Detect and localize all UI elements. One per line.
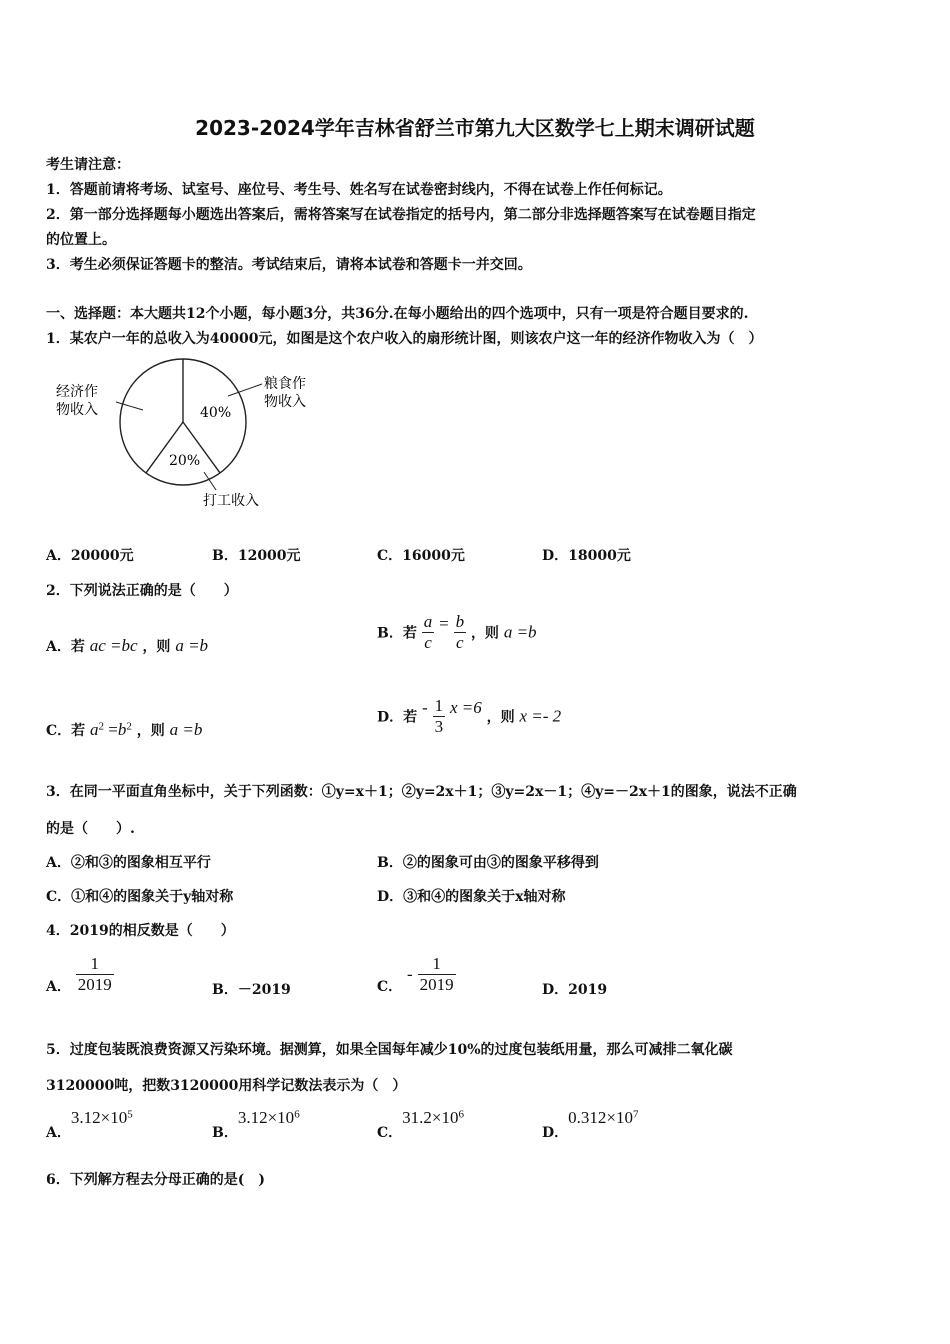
q2-a-expr2: a =b xyxy=(175,636,209,655)
q2-b-frac1-num: a xyxy=(423,612,433,631)
q2-c-prefix: C．若 xyxy=(46,723,86,739)
pie-chart xyxy=(40,350,340,520)
q4-option-a xyxy=(46,954,114,1004)
q2-a-mid: ，则 xyxy=(142,639,171,655)
q2-option-b xyxy=(377,612,537,662)
q2-c-mid: ，则 xyxy=(136,723,165,739)
q2-option-c xyxy=(46,720,202,740)
q2-d-prefix: D．若 xyxy=(377,709,418,726)
pie-label-grain-line2: 物收入 xyxy=(264,394,306,410)
question-4-stem: 4．2019的相反数是（ ） xyxy=(46,923,235,939)
q5-c-label: C． xyxy=(377,1125,403,1141)
q4-c-den: 2019 xyxy=(419,975,454,994)
q2-c-b: b xyxy=(117,720,127,739)
q2-d-frac xyxy=(433,696,446,737)
notice-item: 3．考生必须保证答题卡的整洁。考试结束后，请将本试卷和答题卡一并交回。 xyxy=(46,257,532,273)
notice-item: 1．答题前请将考场、试室号、座位号、考生号、姓名写在试卷密封线内，不得在试卷上作任何标记。 xyxy=(46,182,672,198)
question-5-stem-line1: 5．过度包装既浪费资源又污染环境。据测算，如果全国每年减少10%的过度包装纸用量，那么可减排二氧化碳 xyxy=(46,1042,733,1058)
page-title: 2023-2024学年吉林省舒兰市第九大区数学七上期末调研试题 xyxy=(195,116,755,140)
q5-a-base: 3.12×10 xyxy=(70,1108,128,1127)
q4-a-frac xyxy=(76,954,114,995)
q2-d-rest: x =6 xyxy=(449,697,482,717)
q5-d-label: D． xyxy=(542,1125,569,1141)
pie-label-economic-line1: 经济作 xyxy=(56,384,98,400)
section-heading: 一、选择题：本大题共12个小题，每小题3分，共36分.在每小题给出的四个选项中，只有一项是符合题目要求的. xyxy=(46,306,749,322)
q2-c-exp1: 2 xyxy=(98,720,105,733)
q1-option-d: D．18000元 xyxy=(542,548,631,564)
q5-option-d xyxy=(542,1108,639,1141)
q3-option-a: A．②和③的图象相互平行 xyxy=(46,855,211,871)
q2-d-expr2: x =- 2 xyxy=(519,706,562,726)
q2-b-frac1-den: c xyxy=(422,632,435,653)
q3-option-c: C．①和④的图象关于y轴对称 xyxy=(46,889,234,905)
pie-leader-grain xyxy=(228,384,262,396)
q2-option-a xyxy=(46,636,208,656)
q4-c-num: 1 xyxy=(432,954,441,973)
pie-value-work: 20% xyxy=(169,453,201,469)
q4-a-den: 2019 xyxy=(77,975,112,994)
q4-c-minus: - xyxy=(407,964,413,984)
q2-d-minus: - xyxy=(422,697,428,717)
q4-option-b: B．－2019 xyxy=(212,982,291,998)
q2-c-eq: = xyxy=(104,720,118,739)
pie-label-economic-line2: 物收入 xyxy=(56,402,98,418)
q4-c-frac xyxy=(418,954,456,995)
pie-leader-economic xyxy=(116,402,143,410)
pie-label-work: 打工收入 xyxy=(203,493,259,509)
q2-d-frac-den: 3 xyxy=(434,717,444,736)
q4-a-num: 1 xyxy=(90,954,99,973)
q2-c-a: a xyxy=(90,720,99,739)
q5-a-exp: 5 xyxy=(127,1108,133,1121)
pie-label-grain-line1: 粮食作 xyxy=(264,376,306,392)
question-3-stem-line1: 3．在同一平面直角坐标中，关于下列函数：①y=x＋1；②y=2x＋1；③y=2x－1；④y=－2x＋1的图象，说法不正确 xyxy=(46,784,797,800)
question-2-stem: 2．下列说法正确的是（ ） xyxy=(46,583,238,599)
q5-b-base: 3.12×10 xyxy=(237,1108,295,1127)
q5-b-exp: 6 xyxy=(294,1108,300,1121)
q1-option-c: C．16000元 xyxy=(377,548,465,564)
q2-b-frac2-num: b xyxy=(455,612,465,631)
q5-option-a xyxy=(46,1108,133,1141)
q2-a-expr1: ac =bc xyxy=(89,636,138,655)
q2-c-expr2: a =b xyxy=(169,720,203,739)
q5-c-exp: 6 xyxy=(458,1108,464,1121)
question-6-stem: 6．下列解方程去分母正确的是( ) xyxy=(46,1172,265,1188)
q5-c-base: 31.2×10 xyxy=(402,1108,459,1127)
q1-option-a: A．20000元 xyxy=(46,548,134,564)
q5-option-b xyxy=(212,1108,300,1141)
q2-c-exp2: 2 xyxy=(126,720,132,733)
q4-option-c xyxy=(377,954,456,1004)
q2-b-frac1 xyxy=(422,612,435,653)
q2-b-frac2 xyxy=(454,612,467,653)
q3-option-d: D．③和④的图象关于x轴对称 xyxy=(377,889,566,905)
q2-b-frac2-den: c xyxy=(454,632,467,653)
q2-b-prefix: B．若 xyxy=(377,625,417,642)
pie-value-grain: 40% xyxy=(200,405,232,421)
q2-option-d xyxy=(377,696,561,746)
q2-b-expr2: a =b xyxy=(503,622,537,642)
q2-b-mid: ，则 xyxy=(470,625,499,642)
q4-c-label: C． xyxy=(377,978,403,995)
q2-d-frac-num: 1 xyxy=(434,696,444,715)
notice-item: 2．第一部分选择题每小题选出答案后，需将答案写在试卷指定的括号内，第二部分非选择题答案写在试卷题目指定 xyxy=(46,207,756,223)
q2-b-eq: = xyxy=(439,613,449,633)
question-3-stem-line2: 的是（ ）. xyxy=(46,821,135,837)
notice-heading: 考生请注意： xyxy=(46,157,130,173)
q4-a-label: A． xyxy=(46,978,71,995)
q5-option-c xyxy=(377,1108,464,1141)
q5-b-label: B． xyxy=(212,1125,238,1141)
q3-option-b: B．②的图象可由③的图象平移得到 xyxy=(377,855,599,871)
q5-d-base: 0.312×10 xyxy=(568,1108,633,1127)
notice-item: 的位置上。 xyxy=(46,232,116,248)
question-1-stem: 1．某农户一年的总收入为40000元，如图是这个农户收入的扇形统计图，则该农户这一年的经济作物收入为（ ） xyxy=(46,331,763,347)
q1-option-b: B．12000元 xyxy=(212,548,301,564)
question-5-stem-line2: 3120000吨，把数3120000用科学记数法表示为（ ） xyxy=(46,1078,407,1094)
q5-a-label: A． xyxy=(46,1125,71,1141)
q4-option-d: D．2019 xyxy=(542,982,608,998)
q2-a-prefix: A．若 xyxy=(46,639,85,655)
q5-d-exp: 7 xyxy=(632,1108,639,1121)
q2-d-mid: ，则 xyxy=(486,709,515,726)
